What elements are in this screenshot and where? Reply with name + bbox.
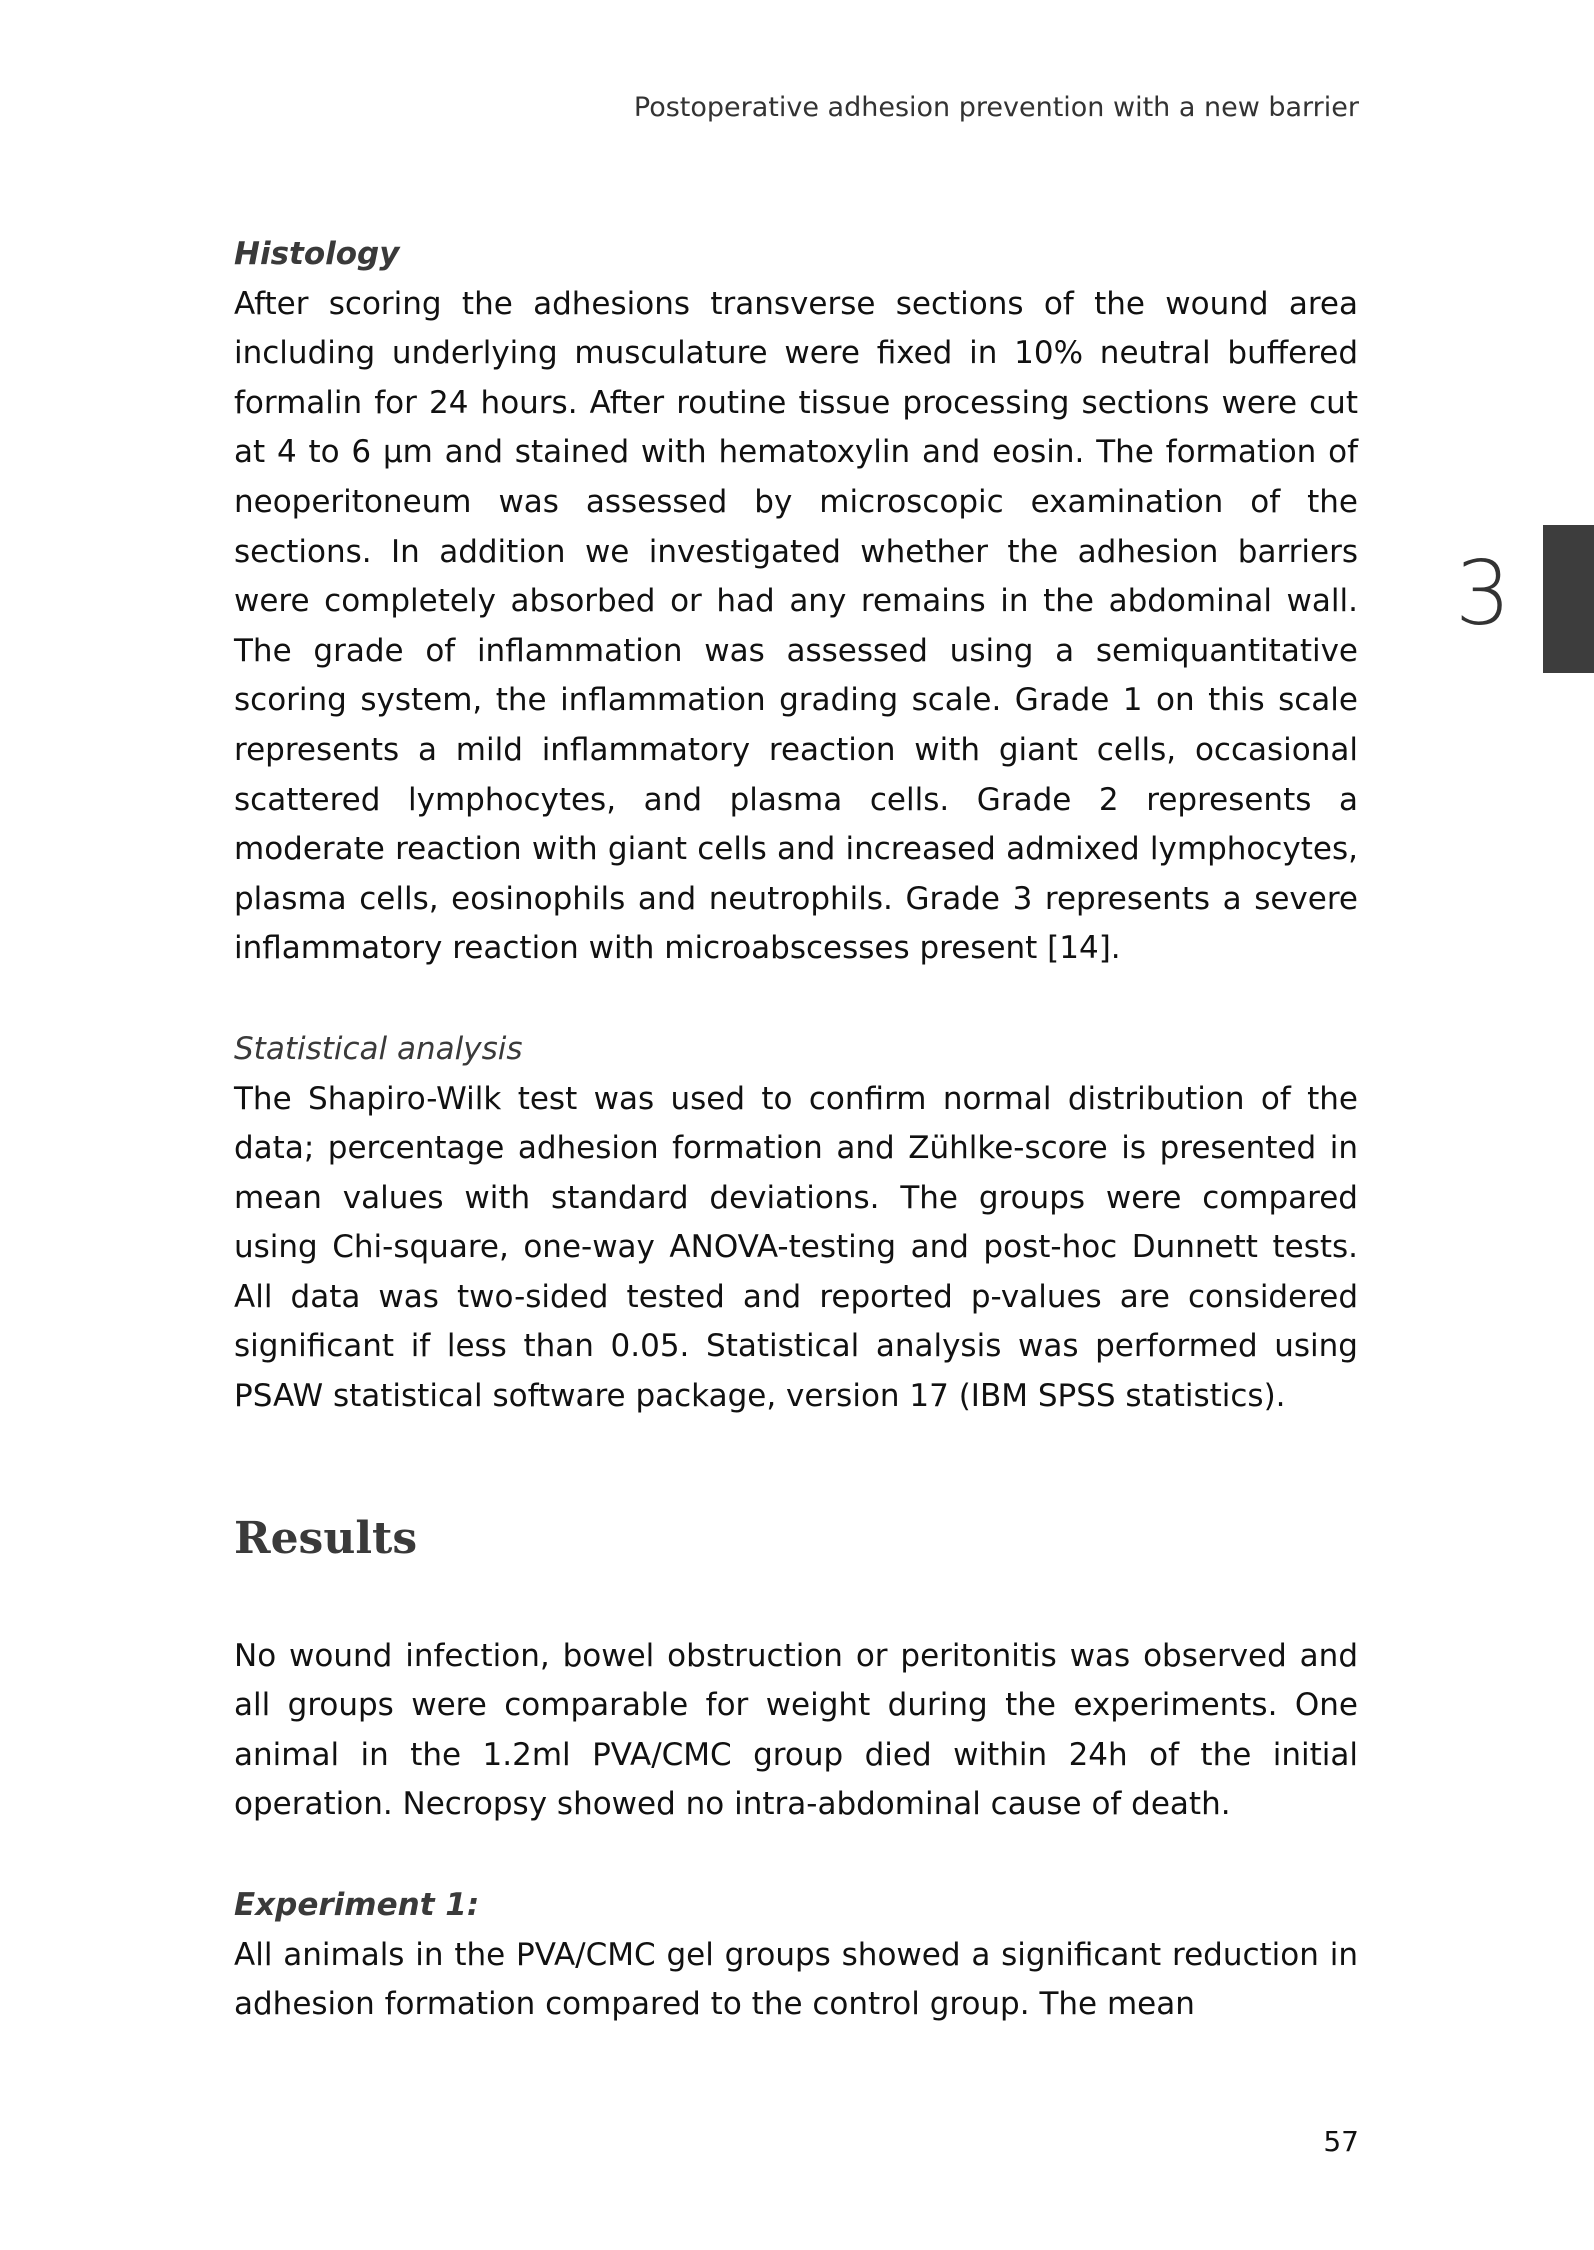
results-paragraph: No wound infection, bowel obstruction or peritonitis was observed and all groups were comparable for weight during the experiments. One animal in the 1.2ml PVA/CMC group died within 24h of the initial operation. Necropsy showed no intra-abdominal cause of death. [234,1637,1358,1823]
experiment-1-heading: Experiment 1: [234,1887,480,1924]
spacer [234,1422,1358,1504]
experiment-1-paragraph: All animals in the PVA/CMC gel groups showed a significant reduction in adhesion formation compared to the control group. The mean [234,1936,1358,2023]
running-header: Postoperative adhesion prevention with a new barrier [633,92,1359,123]
histology-paragraph: After scoring the adhesions transverse sections of the wound area including underlying musculature were fixed in 10% neutral buffered formalin for 24 hours. After routine tissue processing sections were cut at 4 to 6 μm and stained with hematoxylin and eosin. The formation of neoperitoneum was assessed by microscopic examination of the sections. In addition we investigated whether the adhesion barriers were completely absorbed or had any remains in the abdominal wall. The grade of inflammation was assessed using a semiquantitative scoring system, the inflammation grading scale. Grade 1 on this scale represents a mild inflammatory reaction with giant cells, occasional scattered lymphocytes, and plasma cells. Grade 2 represents a moderate reaction with giant cells and increased admixed lymphocytes, plasma cells, eosinophils and neutrophils. Grade 3 represents a severe inflammatory reaction with microabscesses present [14]. [234,285,1358,967]
chapter-tab [1543,525,1594,673]
page-body [234,230,1358,2030]
results-title: Results [234,1512,418,1564]
statistical-analysis-paragraph: The Shapiro-Wilk test was used to confirm normal distribution of the data; percentage adhesion formation and Zühlke-score is presented in mean values with standard deviations. The groups were compared using Chi-square, one-way ANOVA-testing and post-hoc Dunnett tests. All data was two-sided tested and reported p-values are considered significant if less than 0.05. Statistical analysis was performed using PSAW statistical software package, version 17 (IBM SPSS statistics). [234,1080,1358,1415]
statistical-analysis-heading: Statistical analysis [234,1030,523,1067]
histology-heading: Histology [234,236,400,272]
spacer [234,1574,1358,1632]
chapter-number: 3 [1455,542,1511,645]
page-number: 57 [1323,2125,1359,2158]
spacer [234,974,1358,1025]
spacer [234,1830,1358,1881]
